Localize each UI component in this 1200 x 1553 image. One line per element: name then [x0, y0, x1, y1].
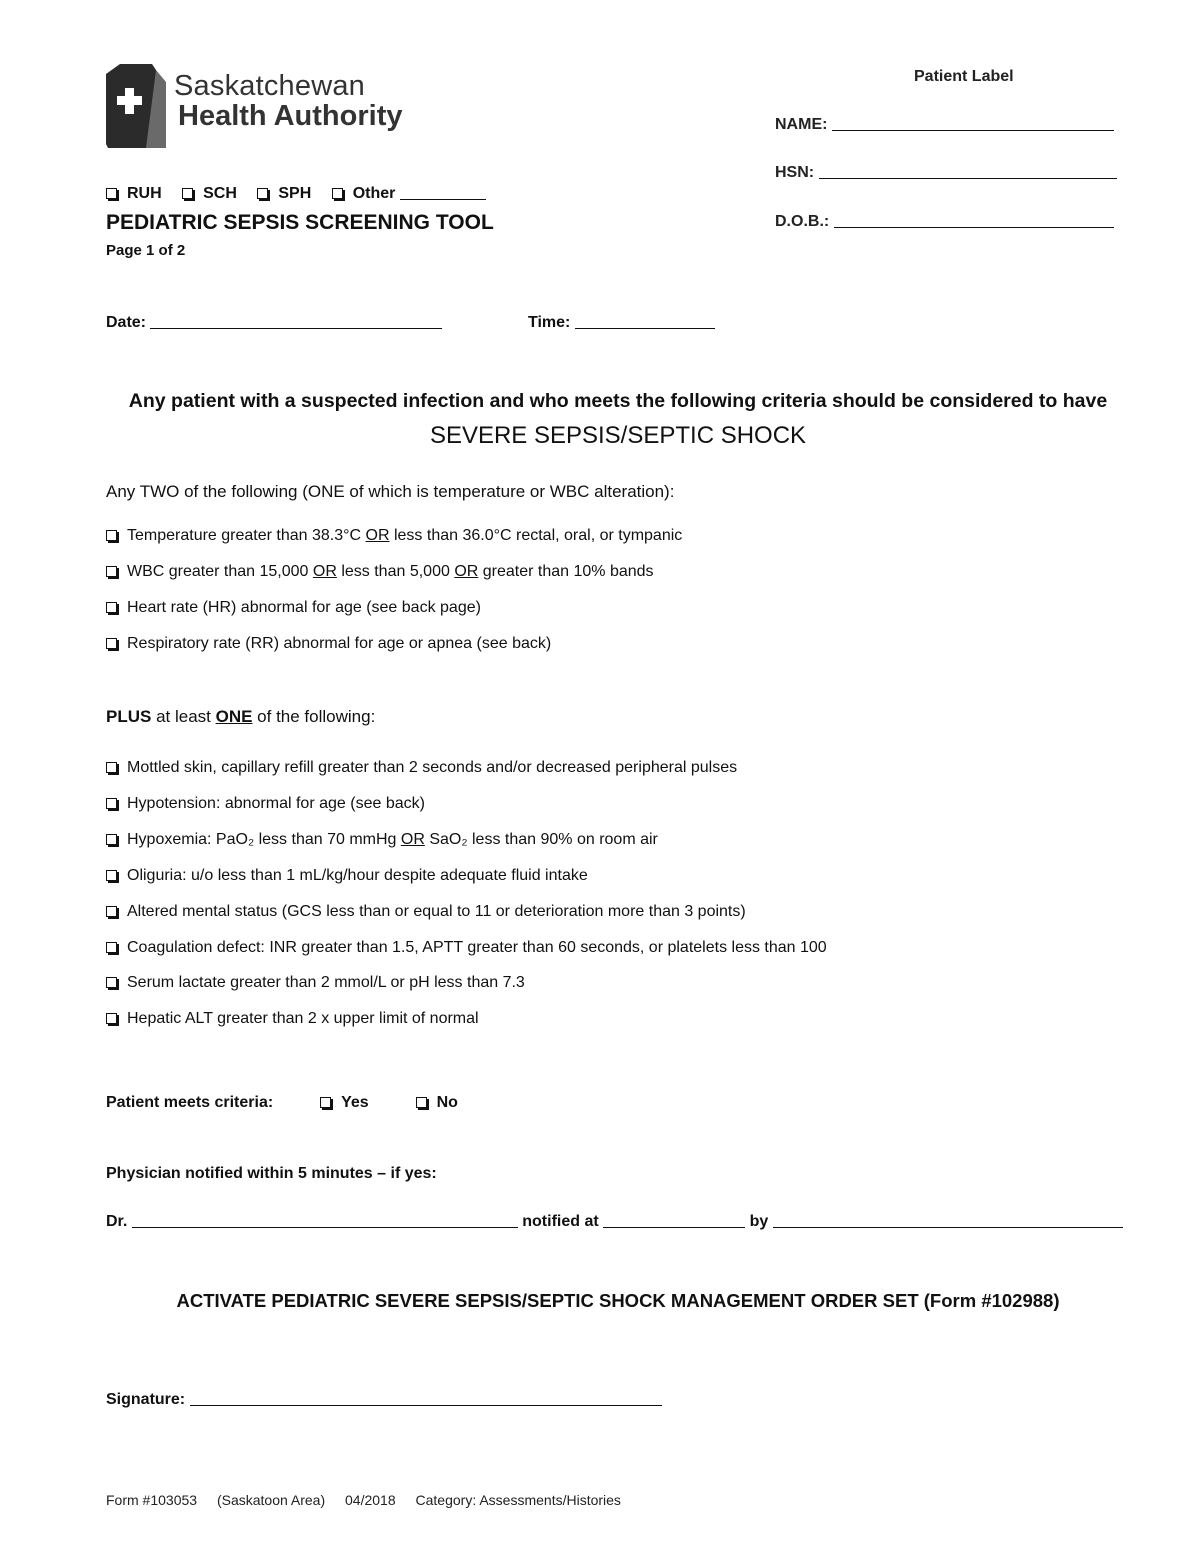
- section1-item-text: Temperature greater than 38.3°C: [127, 527, 366, 544]
- checkbox-icon[interactable]: [106, 798, 117, 809]
- section2-item-text: Altered mental status (GCS less than or equal to 11 or deterioration more than 3 points): [127, 902, 746, 920]
- logo-text-line1: Saskatchewan: [174, 70, 366, 102]
- section2-item[interactable]: [106, 831, 658, 849]
- checkbox-icon[interactable]: [320, 1097, 331, 1108]
- checkbox-icon[interactable]: [106, 602, 117, 613]
- time-label: Time:: [528, 314, 571, 331]
- section2-item-text: Hypotension: abnormal for age (see back): [127, 794, 425, 812]
- section1-item-text: less than 36.0°C rectal, oral, or tympanic: [389, 527, 683, 544]
- criteria-intro: Any patient with a suspected infection and who meets the following criteria should be considered to have: [128, 390, 1108, 412]
- site-ruh[interactable]: RUH: [106, 185, 162, 202]
- page-indicator: Page 1 of 2: [106, 242, 186, 259]
- section2-item[interactable]: [106, 1010, 479, 1028]
- physician-row: [106, 1213, 1123, 1231]
- footer: [106, 1492, 637, 1508]
- or-emphasis: OR: [400, 830, 425, 848]
- hsn-row: [775, 164, 1117, 182]
- notified-at-label: notified at: [522, 1213, 599, 1230]
- site-selector: [106, 185, 502, 203]
- section1-item-text: greater than 10% bands: [478, 563, 654, 580]
- checkbox-icon[interactable]: [106, 638, 117, 649]
- section2-item[interactable]: [106, 759, 737, 777]
- section1-item[interactable]: [106, 563, 654, 581]
- dr-label: Dr.: [106, 1213, 128, 1230]
- site-sph[interactable]: SPH: [257, 185, 311, 202]
- checkbox-icon[interactable]: [106, 530, 117, 541]
- site-sch[interactable]: SCH: [182, 185, 237, 202]
- section1-item[interactable]: [106, 599, 481, 617]
- section2-item[interactable]: [106, 903, 746, 921]
- section1-item[interactable]: [106, 635, 551, 653]
- time-row: [528, 314, 715, 332]
- section1-item-text: Heart rate (HR) abnormal for age (see back page): [127, 599, 481, 616]
- checkbox-icon[interactable]: [416, 1097, 427, 1108]
- section1-heading: Any TWO of the following (ONE of which is temperature or WBC alteration):: [106, 482, 675, 501]
- signature-field[interactable]: [190, 1391, 662, 1406]
- signature-label: Signature:: [106, 1391, 186, 1408]
- section2-item[interactable]: [106, 939, 827, 957]
- section2-item-text: Serum lactate greater than 2 mmol/L or pH less than 7.3: [127, 974, 525, 992]
- notified-at-field[interactable]: [603, 1213, 745, 1228]
- section2-item-text: Oliguria: u/o less than 1 mL/kg/hour despite adequate fluid intake: [127, 866, 588, 884]
- checkbox-icon[interactable]: [106, 834, 117, 845]
- meets-criteria-row: [106, 1094, 458, 1112]
- severe-sepsis-headline: SEVERE SEPSIS/SEPTIC SHOCK: [429, 422, 807, 449]
- checkbox-icon[interactable]: [106, 870, 117, 881]
- signature-row: [106, 1391, 662, 1409]
- date-row: [106, 314, 442, 332]
- dob-row: [775, 213, 1114, 231]
- other-site-field[interactable]: [400, 185, 486, 200]
- section2-item-text: Coagulation defect: INR greater than 1.5, APTT greater than 60 seconds, or platelets less than 100: [127, 938, 827, 956]
- or-emphasis: OR: [454, 563, 479, 580]
- checkbox-icon[interactable]: [106, 906, 117, 917]
- physician-notified-text: Physician notified within 5 minutes – if yes:: [106, 1165, 437, 1182]
- checkbox-icon[interactable]: [182, 188, 193, 199]
- dob-field[interactable]: [834, 213, 1114, 228]
- logo-cross-h: [117, 96, 142, 105]
- name-row: [775, 116, 1114, 134]
- section2-item[interactable]: [106, 867, 588, 885]
- checkbox-icon[interactable]: [332, 188, 343, 199]
- patient-label-heading: Patient Label: [914, 68, 1014, 85]
- by-label: by: [749, 1213, 769, 1230]
- logo-text-line2: Health Authority: [178, 100, 403, 132]
- section1-item-text: Respiratory rate (RR) abnormal for age or apnea (see back): [127, 635, 552, 652]
- checkbox-icon[interactable]: [106, 1013, 117, 1024]
- footer-date: 04/2018: [345, 1492, 396, 1508]
- footer-category: Category: Assessments/Histories: [415, 1492, 621, 1508]
- dr-field[interactable]: [132, 1213, 518, 1228]
- hsn-field[interactable]: [819, 164, 1117, 179]
- section2-item-text: Mottled skin, capillary refill greater than 2 seconds and/or decreased peripheral pulses: [127, 759, 738, 776]
- footer-area: (Saskatoon Area): [216, 1492, 326, 1508]
- meets-yes-option[interactable]: Yes: [320, 1094, 369, 1111]
- section2-item-text: Hepatic ALT greater than 2 x upper limit of normal: [127, 1010, 479, 1028]
- dob-label: D.O.B.:: [775, 213, 830, 230]
- hsn-label: HSN:: [775, 164, 815, 181]
- checkbox-icon[interactable]: [106, 188, 117, 199]
- checkbox-icon[interactable]: [106, 942, 117, 953]
- by-field[interactable]: [773, 1213, 1123, 1228]
- section1-item-text: WBC greater than 15,000: [127, 563, 313, 580]
- footer-form-number: Form #103053: [106, 1492, 198, 1508]
- time-field[interactable]: [575, 314, 715, 329]
- section1-item-text: less than 5,000: [336, 563, 455, 580]
- name-label: NAME:: [775, 116, 828, 133]
- meets-no-option[interactable]: No: [416, 1094, 458, 1111]
- checkbox-icon[interactable]: [106, 762, 117, 773]
- section2-item-text: SaO₂ less than 90% on room air: [424, 830, 658, 848]
- checkbox-icon[interactable]: [106, 977, 117, 988]
- checkbox-icon[interactable]: [257, 188, 268, 199]
- activate-order-set: ACTIVATE PEDIATRIC SEVERE SEPSIS/SEPTIC SHOCK MANAGEMENT ORDER SET (Form #102988): [176, 1290, 1060, 1311]
- date-field[interactable]: [150, 314, 442, 329]
- section2-item-text: Hypoxemia: PaO₂ less than 70 mmHg: [127, 830, 401, 848]
- section2-heading: PLUS at least ONE of the following:: [106, 707, 376, 726]
- section2-item[interactable]: [106, 795, 425, 813]
- section1-item[interactable]: [106, 527, 682, 545]
- or-emphasis: OR: [312, 563, 337, 580]
- site-other[interactable]: Other: [332, 185, 486, 202]
- checkbox-icon[interactable]: [106, 566, 117, 577]
- name-field[interactable]: [832, 116, 1114, 131]
- or-emphasis: OR: [365, 527, 390, 544]
- date-label: Date:: [106, 314, 147, 331]
- section2-item[interactable]: [106, 974, 525, 992]
- meets-criteria-label: Patient meets criteria:: [106, 1094, 274, 1111]
- form-title: PEDIATRIC SEPSIS SCREENING TOOL: [106, 211, 494, 234]
